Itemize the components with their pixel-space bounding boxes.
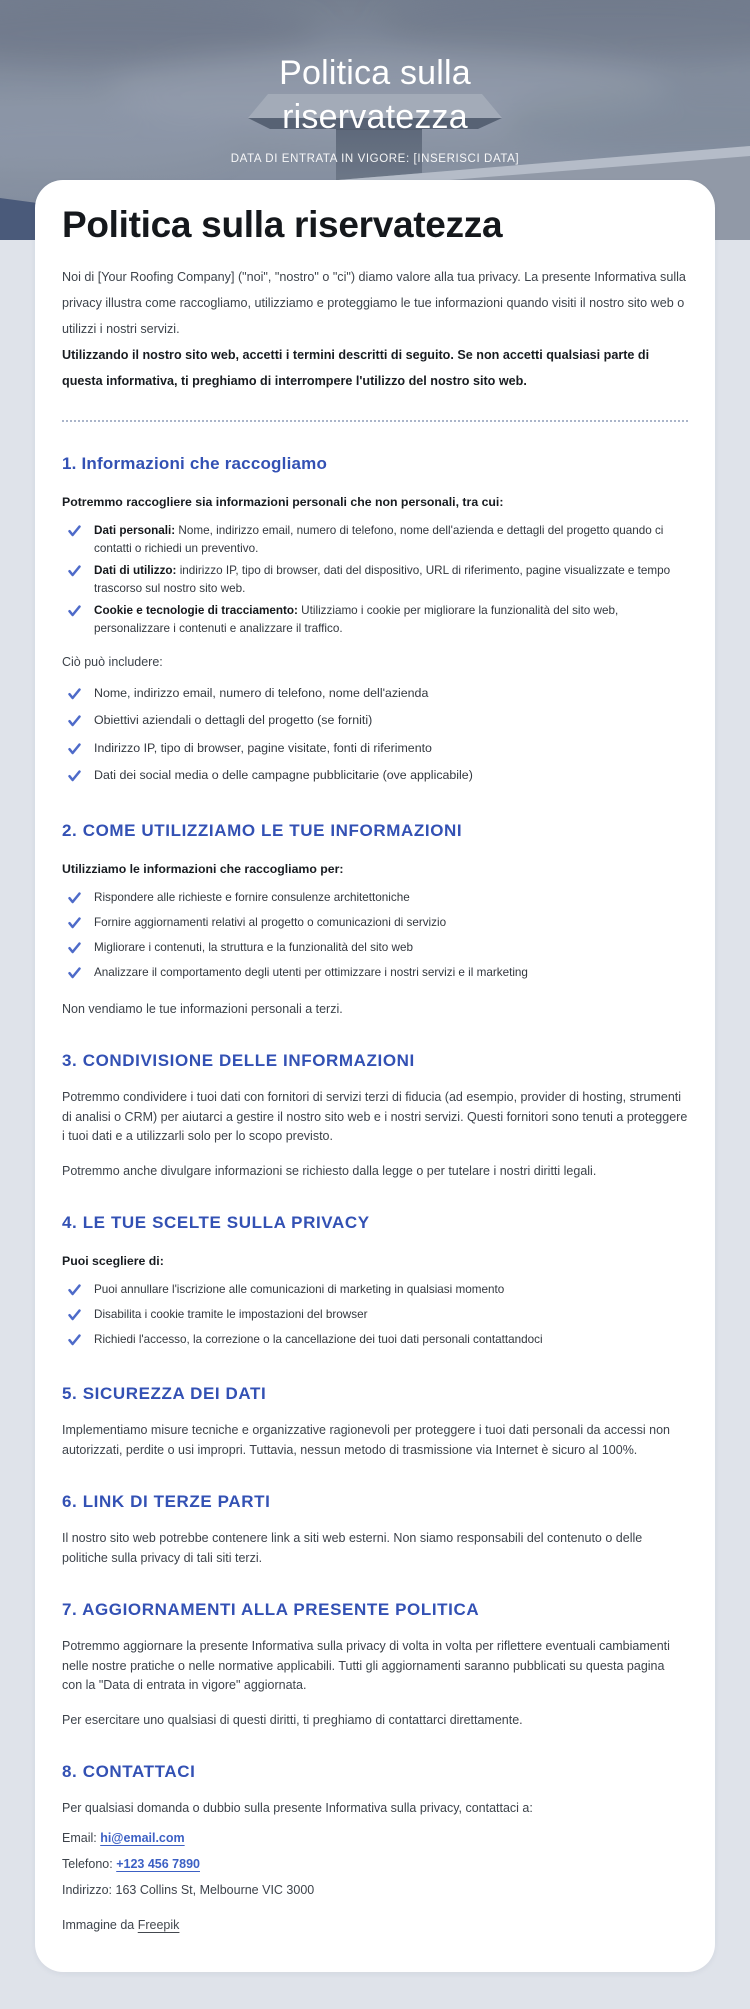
check-item-text: Dati personali: Nome, indirizzo email, numero di telefono, nome dell'azienda e dettagli del progetto quando ci contatti o richiedi un preventivo. bbox=[94, 524, 664, 555]
section-paragraph: Potremmo condividere i tuoi dati con fornitori di servizi terzi di fiducia (ad esempio, provider di hosting, strumenti di analisi o CRM) per aiutarci a gestire il nostro sito web e i nostri servizi. Questi fornitori sono tenuti a proteggere i tuoi dati e a utilizzarli solo per lo scopo previsto. bbox=[62, 1090, 688, 1143]
check-icon bbox=[68, 1309, 81, 1327]
section-heading: 6. LINK DI TERZE PARTI bbox=[62, 1492, 271, 1511]
section-paragraph: Potremmo aggiornare la presente Informativa sulla privacy di volta in volta per riflettere eventuali cambiamenti nelle nostre pratiche o nelle normative applicabili. Tutti gli aggiornamenti saranno pubblicati su questa pagina con la "Data di entrata in vigore" aggiornata. bbox=[62, 1639, 670, 1692]
check-list bbox=[62, 889, 688, 985]
check-icon bbox=[68, 967, 81, 985]
check-icon bbox=[68, 714, 81, 734]
page-title: Politica sulla riservatezza bbox=[62, 204, 503, 245]
policy-section bbox=[62, 1760, 688, 1932]
check-item-text: Migliorare i contenuti, la struttura e la funzionalità del sito web bbox=[94, 940, 413, 954]
check-icon bbox=[68, 742, 81, 762]
policy-section bbox=[62, 1598, 688, 1730]
effective-date-line: DATA DI ENTRATA IN VIGORE: [INSERISCI DATA] bbox=[230, 153, 520, 166]
check-list-item bbox=[62, 889, 688, 910]
contact-label: Telefono: bbox=[62, 1856, 117, 1871]
section-paragraph: Per qualsiasi domanda o dubbio sulla presente Informativa sulla privacy, contattaci a: bbox=[62, 1801, 533, 1815]
contact-label: Email: bbox=[62, 1830, 101, 1845]
policy-card bbox=[35, 180, 715, 1972]
intro-paragraph: Noi di [Your Roofing Company] ("noi", "nostro" o "ci") diamo valore alla tua privacy. La presente Informativa sulla privacy illustra come raccogliamo, utilizziamo e proteggiamo le tue informazioni quando visiti il nostro sito web o utilizzi i nostri servizi. bbox=[62, 270, 686, 336]
contact-label: Indirizzo: bbox=[62, 1882, 116, 1897]
check-list-item bbox=[62, 1306, 688, 1327]
check-item-text: Richiedi l'accesso, la correzione o la cancellazione dei tuoi dati personali contattandoci bbox=[94, 1333, 543, 1346]
check-item-text: Rispondere alle richieste e fornire consulenze architettoniche bbox=[94, 890, 410, 904]
contact-line bbox=[62, 1829, 688, 1848]
check-item-text: Dati di utilizzo: indirizzo IP, tipo di browser, dati del dispositivo, URL di riferimento, pagine visualizzate e tempo trascorso sul nostro sito web. bbox=[94, 564, 671, 595]
contact-line bbox=[62, 1855, 688, 1874]
section-paragraph: Per esercitare uno qualsiasi di questi diritti, ti preghiamo di contattarci direttamente. bbox=[62, 1712, 523, 1727]
check-list-item bbox=[62, 1331, 688, 1352]
section-heading: 8. CONTATTACI bbox=[62, 1762, 196, 1781]
credit-text: Immagine da bbox=[62, 1917, 138, 1932]
check-item-text: Obiettivi aziendali o dettagli del progetto (se forniti) bbox=[94, 713, 373, 727]
check-item-text: Dati dei social media o delle campagne pubblicitarie (ove applicabile) bbox=[94, 768, 473, 782]
policy-section bbox=[62, 1049, 688, 1181]
section-heading: 1. Informazioni che raccogliamo bbox=[62, 454, 328, 473]
hero-title: Politica sulla riservatezza bbox=[279, 54, 471, 136]
contact-link[interactable]: hi@email.com bbox=[100, 1830, 185, 1845]
check-icon bbox=[68, 605, 81, 623]
section-heading: 5. SICUREZZA DEI DATI bbox=[62, 1384, 267, 1403]
check-icon bbox=[68, 942, 81, 960]
check-icon bbox=[68, 917, 81, 935]
policy-section bbox=[62, 819, 688, 1020]
check-icon bbox=[68, 1284, 81, 1302]
check-list-item bbox=[62, 711, 688, 734]
check-list-item bbox=[62, 522, 688, 558]
section-paragraph: Implementiamo misure tecniche e organizzative ragionevoli per proteggere i tuoi dati personali da accessi non autorizzati, perdite o usi impropri. Tuttavia, nessun metodo di trasmissione via Internet è sicuro al 100%. bbox=[62, 1423, 670, 1457]
check-icon bbox=[68, 1334, 81, 1352]
check-list-item bbox=[62, 964, 688, 985]
policy-section bbox=[62, 452, 688, 789]
section-lead: Utilizziamo le informazioni che raccogliamo per: bbox=[62, 861, 344, 876]
check-icon bbox=[68, 769, 81, 789]
check-list-item bbox=[62, 684, 688, 707]
dotted-divider bbox=[62, 420, 688, 422]
section-paragraph: Potremmo anche divulgare informazioni se richiesto dalla legge o per tutelare i nostri diritti legali. bbox=[62, 1163, 597, 1178]
check-item-text: Disabilita i cookie tramite le impostazioni del browser bbox=[94, 1308, 368, 1321]
check-item-text: Indirizzo IP, tipo di browser, pagine visitate, fonti di riferimento bbox=[94, 740, 432, 755]
section-heading: 2. COME UTILIZZIAMO LE TUE INFORMAZIONI bbox=[62, 820, 463, 840]
contact-link[interactable]: +123 456 7890 bbox=[116, 1856, 200, 1871]
policy-section bbox=[62, 1382, 688, 1460]
freepik-link[interactable]: Freepik bbox=[137, 1917, 180, 1932]
section-paragraph: Non vendiamo le tue informazioni personali a terzi. bbox=[62, 1001, 343, 1016]
check-item-text: Analizzare il comportamento degli utenti per ottimizzare i nostri servizi e il marketing bbox=[94, 965, 528, 979]
check-list-item bbox=[62, 914, 688, 935]
sections bbox=[62, 452, 688, 1932]
section-heading: 3. CONDIVISIONE DELLE INFORMAZIONI bbox=[62, 1051, 415, 1070]
image-credit bbox=[62, 1918, 688, 1932]
check-item-text: Cookie e tecnologie di tracciamento: Utilizziamo i cookie per migliorare la funzionalità del sito web, personalizzare i contenuti e analizzare il traffico. bbox=[94, 604, 619, 635]
check-list-item bbox=[62, 562, 688, 598]
check-icon bbox=[68, 525, 81, 543]
policy-section bbox=[62, 1490, 688, 1568]
section-lead: Potremmo raccogliere sia informazioni personali che non personali, tra cui: bbox=[62, 495, 504, 509]
contact-value: 163 Collins St, Melbourne VIC 3000 bbox=[115, 1882, 315, 1897]
check-list bbox=[62, 684, 688, 789]
section-heading: 7. AGGIORNAMENTI ALLA PRESENTE POLITICA bbox=[62, 1600, 480, 1619]
check-list-item bbox=[62, 1281, 688, 1302]
check-item-text: Nome, indirizzo email, numero di telefono, nome dell'azienda bbox=[94, 685, 429, 700]
check-list-item bbox=[62, 766, 688, 789]
section-heading: 4. LE TUE SCELTE SULLA PRIVACY bbox=[62, 1213, 370, 1232]
section-paragraph: Ciò può includere: bbox=[62, 655, 163, 669]
intro-block bbox=[62, 264, 688, 394]
check-list bbox=[62, 522, 688, 638]
section-lead: Puoi scegliere di: bbox=[62, 1254, 164, 1268]
section-paragraph: Il nostro sito web potrebbe contenere link a siti web esterni. Non siamo responsabili del contenuto o delle politiche sulla privacy di tali siti terzi. bbox=[62, 1531, 643, 1565]
check-icon bbox=[68, 892, 81, 910]
check-list-item bbox=[62, 739, 688, 762]
intro-terms-paragraph: Utilizzando il nostro sito web, accetti i termini descritti di seguito. Se non accetti qualsiasi parte di questa informativa, ti preghiamo di interrompere l'utilizzo del nostro sito web. bbox=[62, 348, 650, 388]
check-item-text: Fornire aggiornamenti relativi al progetto o comunicazioni di servizio bbox=[94, 915, 447, 929]
policy-section bbox=[62, 1211, 688, 1352]
check-icon bbox=[68, 687, 81, 707]
check-list-item bbox=[62, 939, 688, 960]
check-item-text: Puoi annullare l'iscrizione alle comunicazioni di marketing in qualsiasi momento bbox=[94, 1283, 505, 1296]
check-list bbox=[62, 1281, 688, 1352]
check-icon bbox=[68, 565, 81, 583]
check-list-item bbox=[62, 602, 688, 638]
contact-line bbox=[62, 1881, 688, 1900]
